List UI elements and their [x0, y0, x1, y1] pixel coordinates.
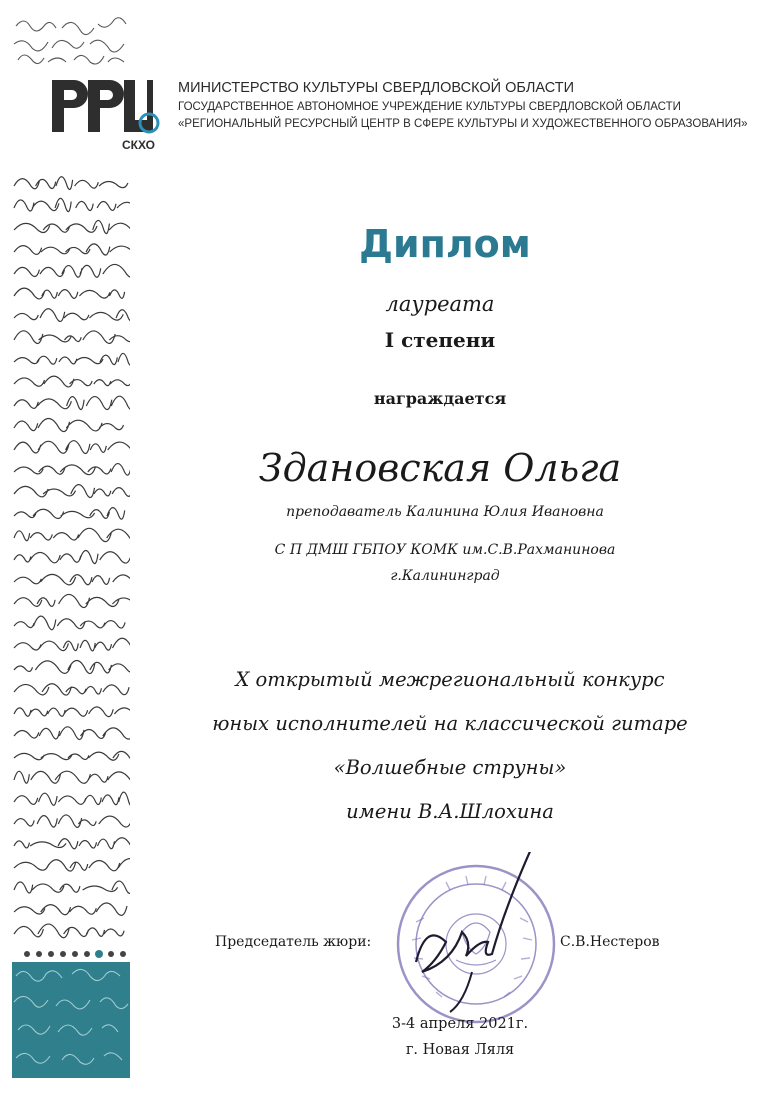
- contest-line-1: Х открытый межрегиональный конкурс: [235, 668, 665, 691]
- school-line: С П ДМШ ГБПОУ КОМК им.С.В.Рахманинова: [274, 542, 616, 558]
- laureate-label: лауреата: [385, 292, 495, 316]
- institution-line-2: «РЕГИОНАЛЬНЫЙ РЕСУРСНЫЙ ЦЕНТР В СФЕРЕ КУЛЬТУРЫ И ХУДОЖЕСТВЕННОГО ОБРАЗОВАНИЯ»: [178, 118, 748, 130]
- jury-chair-name: С.В.Нестеров: [560, 934, 660, 950]
- institution-line-1: ГОСУДАРСТВЕННОЕ АВТОНОМНОЕ УЧРЕЖДЕНИЕ КУЛЬТУРЫ СВЕРДЛОВСКОЙ ОБЛАСТИ: [178, 101, 681, 113]
- calligraphy-pattern-top: [12, 14, 130, 66]
- jury-chair-label: Председатель жюри:: [215, 934, 372, 950]
- ministry-title: МИНИСТЕРСТВО КУЛЬТУРЫ СВЕРДЛОВСКОЙ ОБЛАСТИ: [178, 80, 575, 96]
- recipient-name: Здановская Ольга: [258, 446, 622, 490]
- contest-name: «Волшебные струны»: [333, 756, 567, 779]
- decorative-dots: [22, 948, 132, 960]
- city-line: г.Калининград: [390, 568, 500, 584]
- event-place: г. Новая Ляля: [405, 1042, 515, 1058]
- diploma-title: Диплом: [359, 222, 531, 266]
- calligraphy-pattern-strip: [12, 166, 130, 946]
- contest-line-2: юных исполнителей на классической гитаре: [212, 712, 688, 735]
- teal-calligraphy-block: [12, 962, 130, 1078]
- official-seal-with-signature: [376, 852, 576, 1032]
- rrc-logo: [48, 76, 160, 156]
- logo-subtitle: СКХО: [122, 138, 156, 152]
- teacher-line: преподаватель Калинина Юлия Ивановна: [286, 504, 604, 520]
- event-date: 3-4 апреля 2021г.: [391, 1016, 529, 1032]
- contest-dedication: имени В.А.Шлохина: [346, 800, 554, 823]
- degree-label: I степени: [384, 328, 496, 352]
- awarded-label: награждается: [373, 389, 507, 408]
